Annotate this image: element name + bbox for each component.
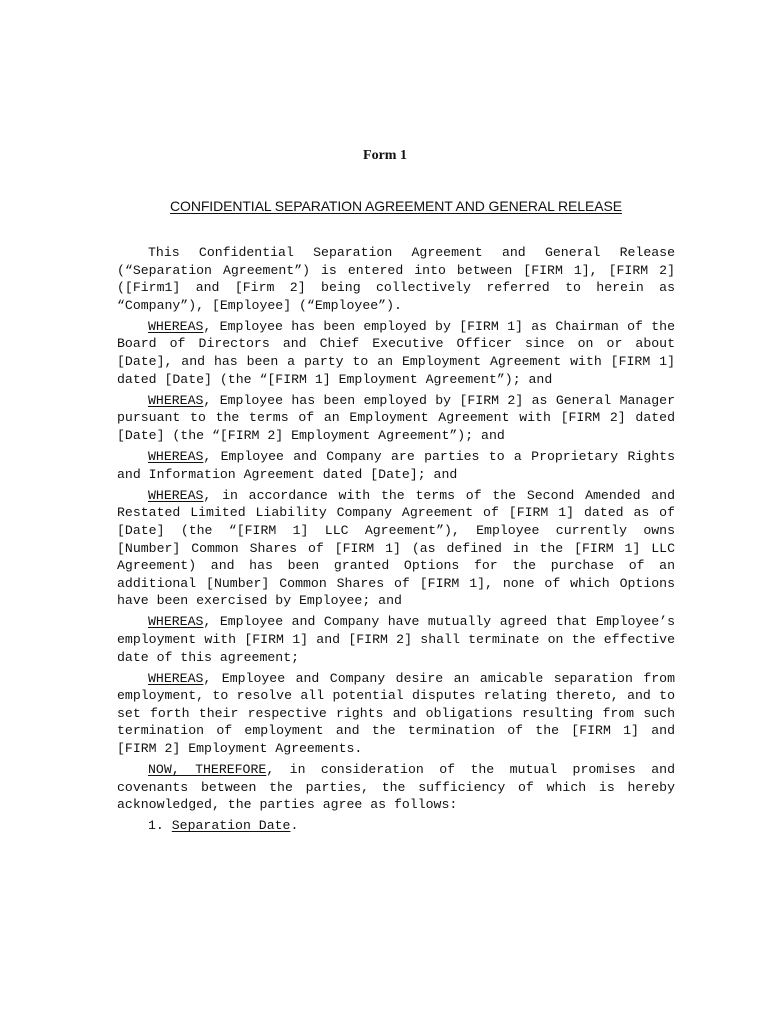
section-number: 1. bbox=[148, 818, 164, 834]
whereas-paragraph bbox=[117, 613, 675, 666]
paragraph-text: , in accordance with the terms of the Second Amended and Restated Limited Liability Company Agreement of [FIRM 1] dated as of [Date] (the “[FIRM 1] LLC Agreement”), Employee currently owns [Number] Common Shares of [FIRM 1] (as defined in the [FIRM 1] LLC Agreement) and has been granted Options for the purchase of an additional [Number] Common Shares of [FIRM 1], none of which Options have been exercised by Employee; and bbox=[117, 487, 675, 609]
whereas-paragraph bbox=[117, 392, 675, 445]
now-therefore-paragraph bbox=[117, 761, 675, 814]
paragraph-text: This Confidential Separation Agreement and General Release (“Separation Agreement”) is entered into between [FIRM 1], [FIRM 2] ([Firm1] and [Firm 2] being collectively referred to herein as “Company”), [Employee] (“Employee”). bbox=[117, 245, 675, 313]
section-heading bbox=[117, 817, 675, 835]
whereas-paragraph bbox=[117, 487, 675, 610]
paragraph-text: , Employee has been employed by [FIRM 2] as General Manager pursuant to the terms of an Employment Agreement with [FIRM 2] dated [Date] (the “[FIRM 2] Employment Agreement”); and bbox=[117, 392, 675, 443]
document-title: CONFIDENTIAL SEPARATION AGREEMENT AND GENERAL RELEASE bbox=[170, 198, 622, 214]
form-label: Form 1 bbox=[363, 148, 407, 163]
paragraph-text: , Employee has been employed by [FIRM 1] as Chairman of the Board of Directors and Chief Executive Officer since on or about [Date], and has been a party to an Employment Agreement with [FIRM 1] dated [Date] (the “[FIRM 1] Employment Agreement”); and bbox=[117, 318, 675, 387]
whereas-lead: WHEREAS bbox=[148, 318, 204, 334]
paragraph-text: , in consideration of the mutual promises and covenants between the parties, the sufficiency of which is hereby acknowledged, the parties agree as follows: bbox=[117, 762, 676, 813]
whereas-paragraph bbox=[117, 448, 675, 483]
paragraph-text: , Employee and Company are parties to a Proprietary Rights and Information Agreement dated [Date]; and bbox=[117, 449, 675, 482]
whereas-lead: WHEREAS bbox=[148, 614, 204, 630]
paragraph-text: , Employee and Company have mutually agreed that Employee’s employment with [FIRM 1] and [FIRM 2] shall terminate on the effective date of this agreement; bbox=[117, 614, 675, 665]
whereas-lead: WHEREAS bbox=[148, 392, 204, 408]
section-title: Separation Date bbox=[171, 818, 291, 834]
whereas-paragraph bbox=[117, 318, 675, 388]
now-therefore-lead: NOW, THEREFORE bbox=[148, 762, 267, 778]
whereas-lead: WHEREAS bbox=[148, 487, 204, 503]
whereas-paragraph bbox=[117, 670, 675, 758]
intro-paragraph bbox=[117, 244, 675, 314]
paragraph-text: , Employee and Company desire an amicable separation from employment, to resolve all potential disputes relating thereto, and to set forth their respective rights and obligations resulting from such termination of employment and the termination of the [FIRM 1] and [FIRM 2] Employment Agreements. bbox=[117, 670, 675, 757]
whereas-lead: WHEREAS bbox=[148, 670, 204, 686]
section-suffix: . bbox=[290, 818, 299, 834]
document-body bbox=[117, 244, 675, 835]
whereas-lead: WHEREAS bbox=[148, 449, 204, 465]
